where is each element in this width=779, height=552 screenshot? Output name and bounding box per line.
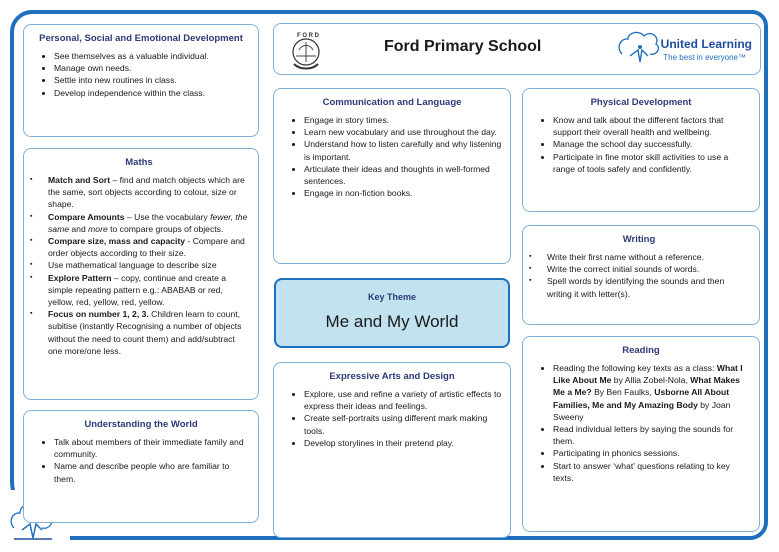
united-learning-logo-icon (616, 30, 660, 64)
list-item: • Read individual letters by saying the sounds for them. (553, 423, 751, 447)
key-theme-box (274, 278, 510, 348)
school-crest-icon (284, 28, 328, 72)
list-item: • Manage own needs. (54, 62, 250, 74)
list-item: ▪ Write the correct initial sounds of words. (539, 263, 751, 275)
list-item: ▪ Focus on number 1, 2, 3. Children learn to count, subitise (instantly Recognising a number of objects without the need to count them) and add/subtract one more/one less. (40, 308, 250, 357)
maths-box (23, 148, 259, 400)
list-item: • Articulate their ideas and thoughts in well-formed sentences. (304, 163, 502, 187)
list-item: • Settle into new routines in class. (54, 74, 250, 86)
writing-box (522, 225, 760, 325)
key-theme-value: Me and My World (325, 312, 459, 331)
list-item: • Create self-portraits using different mark making tools. (304, 412, 502, 436)
psed-box (23, 24, 259, 137)
list-item: ▪ Spell words by identifying the sounds and then writing it with letter(s). (539, 275, 751, 299)
utw-title: Understanding the World (84, 419, 198, 430)
list-item: • Manage the school day successfully. (553, 138, 751, 150)
ead-title: Expressive Arts and Design (329, 371, 455, 382)
list-item: ▪ Use mathematical language to describe size (40, 259, 250, 271)
partner-tagline: The best in everyone™ (663, 53, 746, 62)
svg-text:F O R D: F O R D (297, 33, 319, 39)
ead-box (273, 362, 511, 538)
partner-name: United Learning (660, 37, 752, 51)
pd-box (522, 88, 760, 212)
list-item: • Engage in non-fiction books. (304, 187, 502, 199)
pd-title: Physical Development (590, 97, 692, 108)
list-item: • Know and talk about the different factors that support their overall health and wellbeing. (553, 114, 751, 138)
list-item: • Participate in fine motor skill activities to use a range of tools safely and confidently. (553, 151, 751, 175)
list-item: ▪ Write their first name without a reference. (539, 251, 751, 263)
cl-box (273, 88, 511, 264)
utw-box (23, 410, 259, 523)
writing-title: Writing (622, 234, 656, 245)
list-item: ▪ Compare size, mass and capacity - Compare and order objects according to their size. (40, 235, 250, 259)
header (273, 23, 761, 75)
list-item: • Explore, use and refine a variety of artistic effects to express their ideas and feelings. (304, 388, 502, 412)
reading-title: Reading (622, 345, 660, 356)
list-item: • Learn new vocabulary and use throughout the day. (304, 126, 502, 138)
cl-title: Communication and Language (322, 97, 462, 108)
list-item: ▪ Match and Sort – find and match objects which are the same, sort objects according to colour, size or shape. (40, 174, 250, 211)
psed-title: Personal, Social and Emotional Development (39, 33, 243, 44)
list-item: • Engage in story times. (304, 114, 502, 126)
list-item: ▪ Explore Pattern – copy, continue and create a simple repeating pattern e.g.: ABABAB or red, yellow, red, yellow, red, yellow. (40, 272, 250, 309)
list-item: • Participating in phonics sessions. (553, 447, 751, 459)
key-theme-label: Key Theme (367, 292, 417, 302)
list-item: • Start to answer ‘what’ questions relating to key texts. (553, 460, 751, 484)
list-item: • Understand how to listen carefully and why listening is important. (304, 138, 502, 162)
list-item: • Name and describe people who are familiar to them. (54, 460, 250, 484)
school-name: Ford Primary School (384, 38, 542, 55)
maths-title: Maths (125, 157, 153, 168)
reading-box (522, 336, 760, 532)
list-item: • Talk about members of their immediate family and community. (54, 436, 250, 460)
list-item: • See themselves as a valuable individual. (54, 50, 250, 62)
list-item: • Develop independence within the class. (54, 87, 250, 99)
list-item: • Develop storylines in their pretend play. (304, 437, 502, 449)
list-item: • Reading the following key texts as a class: What I Like About Me by Allia Zobel-Nola, What Makes Me a Me? By Ben Faulks, Usborne All About Families, Me and My Amazing Body by Joan Sweeny (553, 362, 751, 423)
list-item: ▪ Compare Amounts – Use the vocabulary fewer, the same and more to compare groups of objects. (40, 211, 250, 235)
